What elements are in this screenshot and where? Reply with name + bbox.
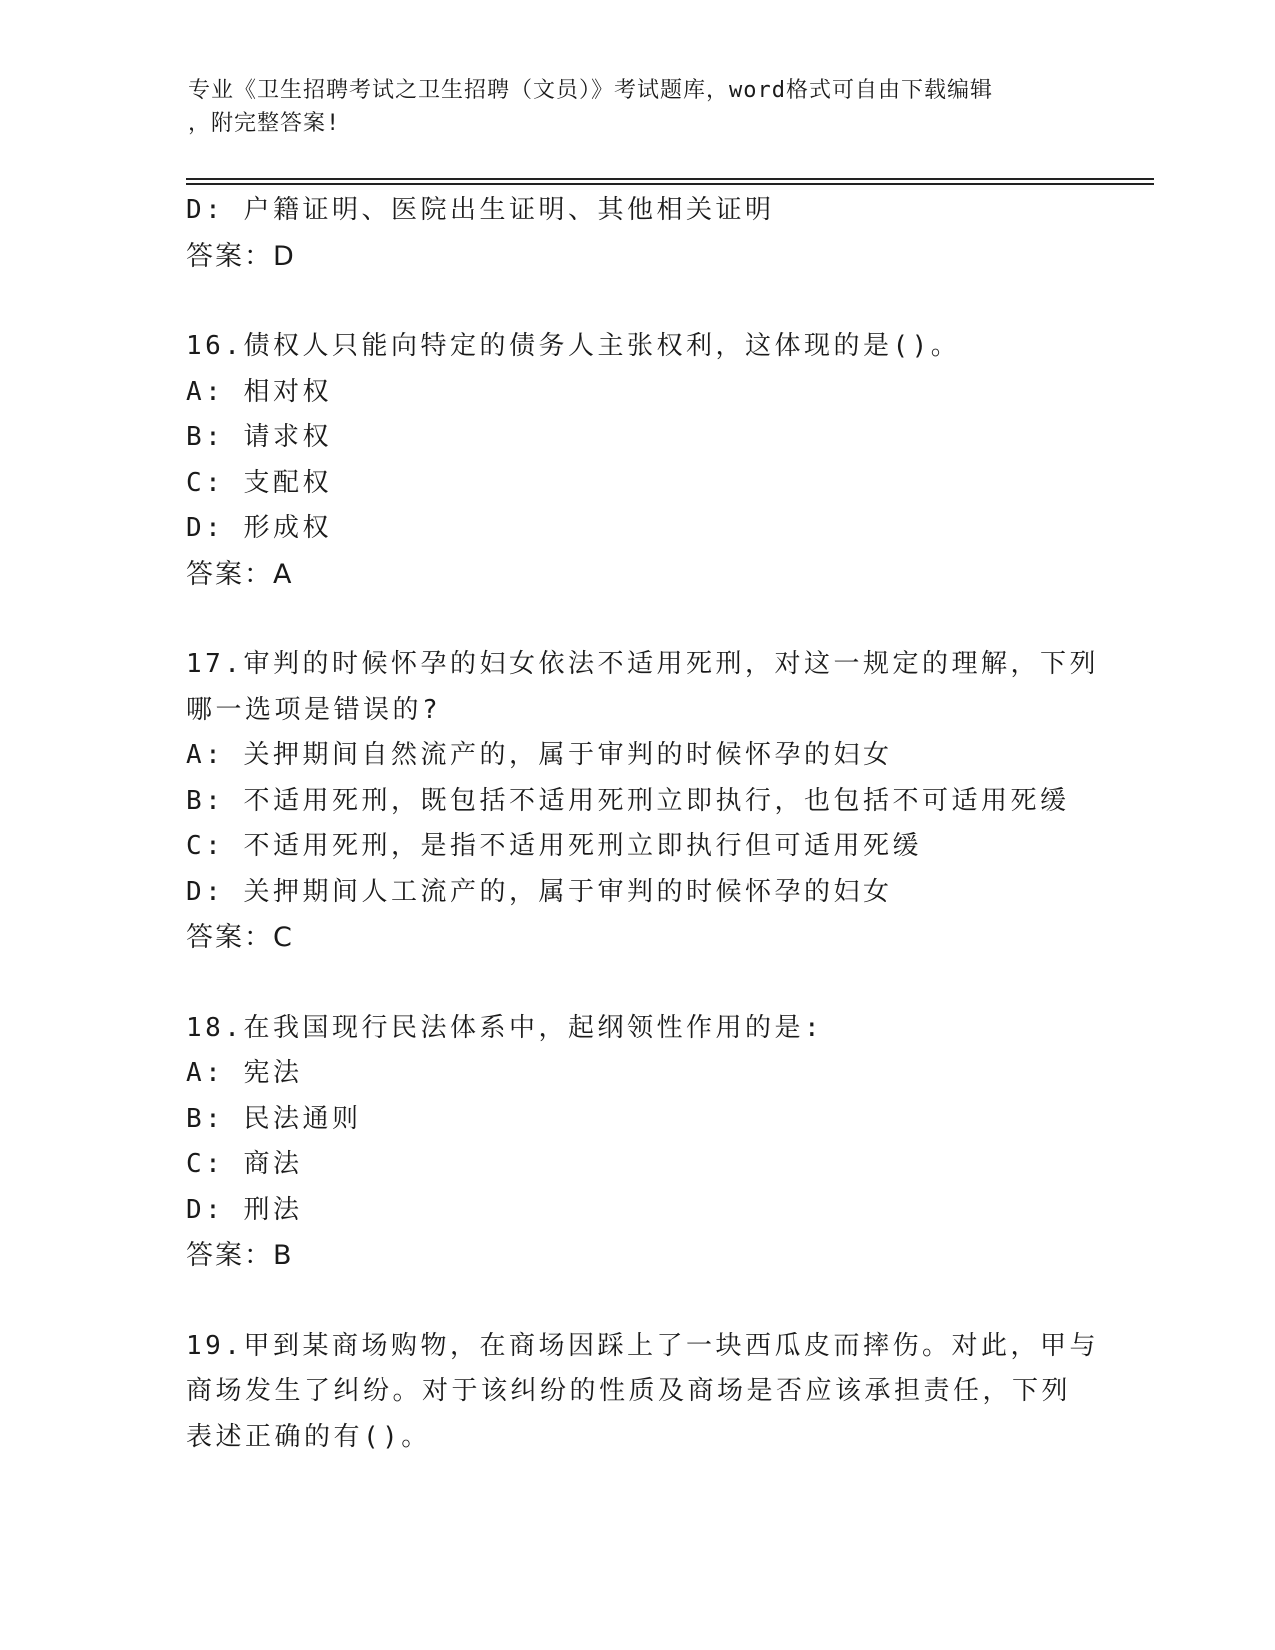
question-19 <box>186 1324 1099 1461</box>
option-b: B: 不适用死刑，既包括不适用死刑立即执行，也包括不可适用死缓 <box>186 785 1070 816</box>
option-d: D: 关押期间人工流产的，属于审判的时候怀孕的妇女 <box>186 876 893 907</box>
answer-label: 答案：C <box>186 922 294 953</box>
header-line-2: ，附完整答案! <box>188 111 341 136</box>
option-d: D: 户籍证明、医院出生证明、其他相关证明 <box>186 195 775 225</box>
question-stem: 16.债权人只能向特定的债务人主张权利，这体现的是()。 <box>186 331 961 361</box>
answer-label: 答案：B <box>186 1240 294 1271</box>
option-d: D: 刑法 <box>186 1194 303 1225</box>
question-stem-line-1: 17.审判的时候怀孕的妇女依法不适用死刑，对这一规定的理解，下列 <box>186 649 1099 679</box>
page-header <box>188 74 1068 140</box>
header-divider-top <box>186 178 1154 180</box>
option-b: B: 民法通则 <box>186 1103 362 1134</box>
header-divider-bottom <box>186 183 1154 185</box>
question-15-tail <box>186 188 1086 279</box>
question-stem-line-1: 19.甲到某商场购物，在商场因踩上了一块西瓜皮而摔伤。对此，甲与 <box>186 1330 1099 1361</box>
option-a: A: 相对权 <box>186 376 332 407</box>
option-a: A: 宪法 <box>186 1058 303 1088</box>
answer-label: 答案：A <box>186 558 294 590</box>
question-16 <box>186 324 1086 597</box>
option-d: D: 形成权 <box>186 513 332 543</box>
option-c: C: 商法 <box>186 1149 303 1179</box>
option-a: A: 关押期间自然流产的，属于审判的时候怀孕的妇女 <box>186 740 893 770</box>
question-17 <box>186 642 1099 961</box>
header-line-1: 专业《卫生招聘考试之卫生招聘（文员）》考试题库，word格式可自由下载编辑 <box>188 78 993 103</box>
answer-label: 答案：D <box>186 240 296 272</box>
option-b: B: 请求权 <box>186 422 332 452</box>
question-list <box>186 188 1099 1460</box>
question-stem: 18.在我国现行民法体系中，起纲领性作用的是: <box>186 1012 824 1043</box>
question-stem-line-2: 商场发生了纠纷。对于该纠纷的性质及商场是否应该承担责任，下列 <box>186 1376 1072 1406</box>
question-stem-line-3: 表述正确的有()。 <box>186 1421 431 1452</box>
question-18 <box>186 1006 1086 1279</box>
question-stem-line-2: 哪一选项是错误的? <box>186 694 442 725</box>
option-c: C: 不适用死刑，是指不适用死刑立即执行但可适用死缓 <box>186 831 922 861</box>
option-c: C: 支配权 <box>186 467 332 498</box>
